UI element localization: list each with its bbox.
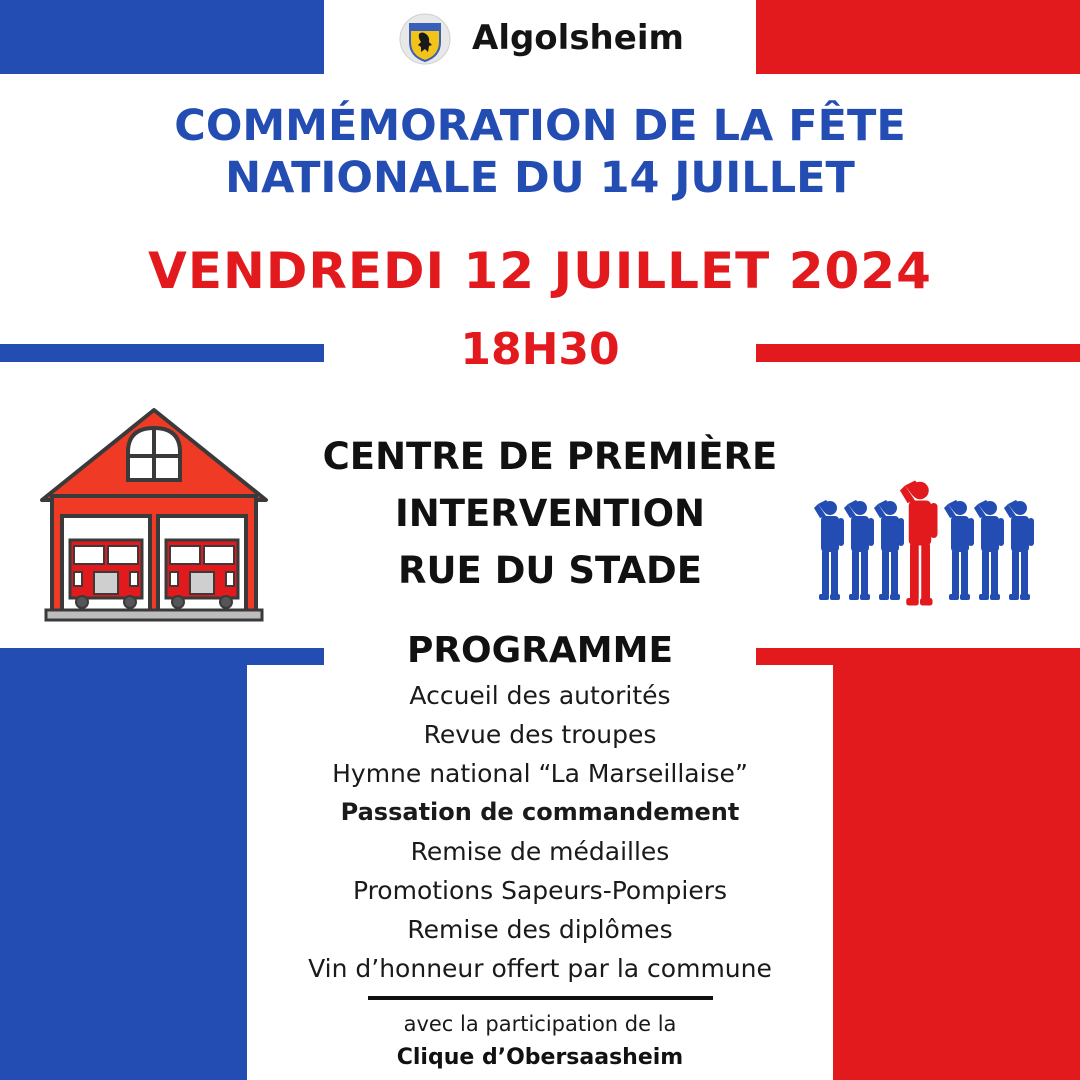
location-line2: INTERVENTION <box>394 492 706 535</box>
fire-station-icon <box>38 406 270 624</box>
location-line1: CENTRE DE PREMIÈRE <box>322 435 778 478</box>
programme-item: Accueil des autorités <box>409 681 671 710</box>
location-line3: RUE DU STADE <box>398 549 702 592</box>
programme-item: Hymne national “La Marseillaise” <box>332 759 748 788</box>
programme-item: Remise des diplômes <box>407 915 673 944</box>
programme-title: PROGRAMME <box>406 630 674 671</box>
programme-item: Promotions Sapeurs-Pompiers <box>352 876 728 905</box>
programme-item: Remise de médailles <box>410 837 670 866</box>
participation-text: avec la participation de la <box>403 1012 677 1036</box>
town-name: Algolsheim <box>472 18 684 58</box>
event-time: 18H30 <box>460 324 620 375</box>
event-location <box>290 428 810 599</box>
event-date: VENDREDI 12 JUILLET 2024 <box>148 242 932 300</box>
programme-item-highlight: Passation de commandement <box>340 798 740 826</box>
event-title-line1: COMMÉMORATION DE LA FÊTE <box>174 101 906 151</box>
band-name: Clique d’Obersaasheim <box>396 1045 684 1070</box>
programme-list <box>250 676 830 988</box>
flag-band-blue-top <box>0 0 324 74</box>
coat-of-arms-icon <box>398 12 452 66</box>
programme-item: Vin d’honneur offert par la commune <box>308 954 772 983</box>
event-title <box>0 100 1080 204</box>
saluting-soldiers-icon <box>812 476 1042 606</box>
divider <box>368 996 713 1000</box>
event-title-line2: NATIONALE DU 14 JUILLET <box>225 153 855 203</box>
flag-band-red-top <box>756 0 1080 74</box>
programme-item: Revue des troupes <box>423 720 657 749</box>
